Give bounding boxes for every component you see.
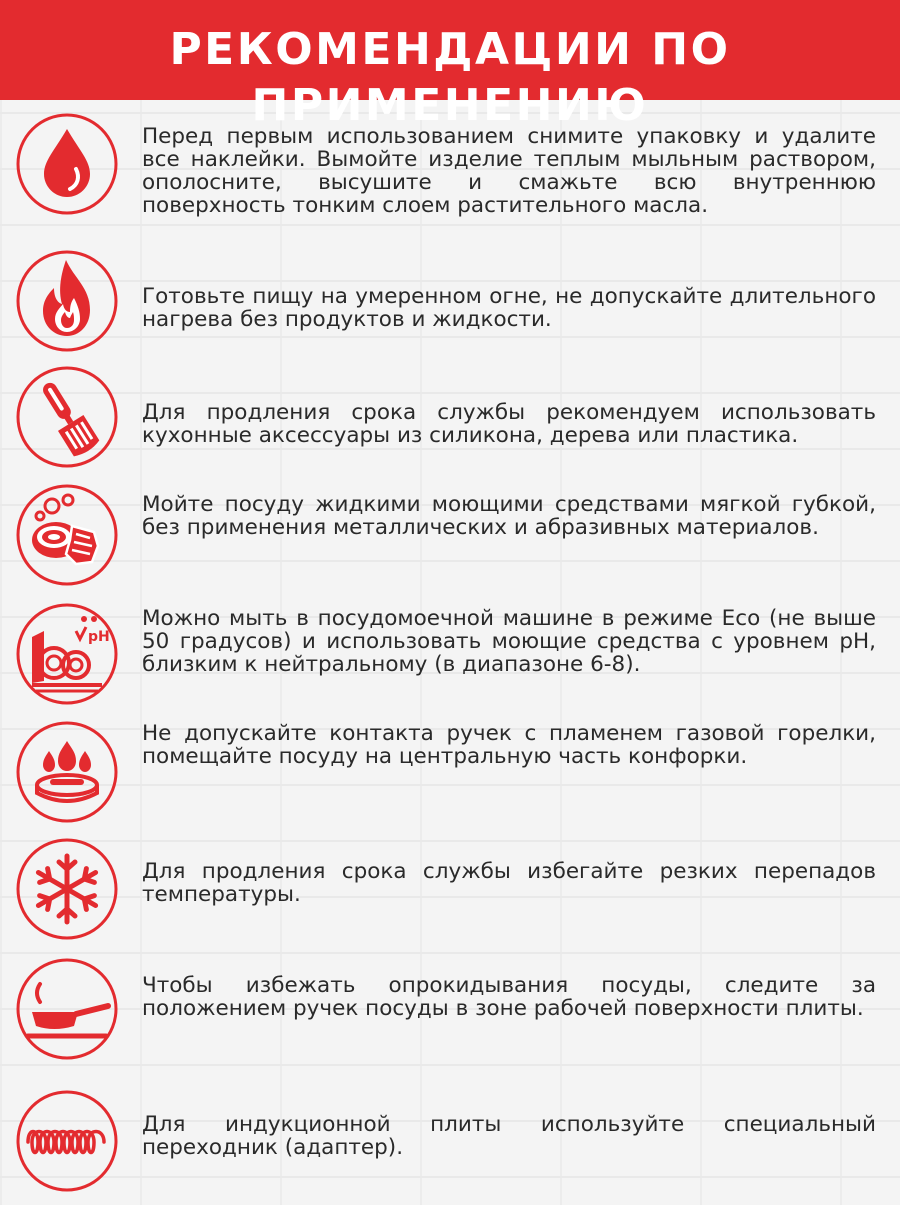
- induction-coil-icon: [14, 1088, 120, 1194]
- list-item: [0, 242, 900, 360]
- item-text: Можно мыть в посудомоечной машине в режиме Eco (не выше 50 градусов) и использовать моющие средства с уровнем pH, близким к нейтральному (в диапазоне 6-8).: [142, 606, 876, 677]
- item-text: Для продления срока службы избегайте резких перепадов температуры.: [142, 859, 876, 907]
- list-item: [0, 830, 900, 948]
- water-drop-icon: [14, 111, 120, 217]
- ph-icon-label: pH: [88, 629, 110, 645]
- list-item: [0, 950, 900, 1068]
- header-banner: [0, 0, 900, 131]
- sponge-icon: [14, 482, 120, 588]
- dishwasher-icon: [14, 601, 120, 707]
- item-text: Чтобы избежать опрокидывания посуды, следите за положением ручек посуды в зоне рабочей поверхности плиты.: [142, 973, 876, 1021]
- snowflake-icon: [14, 836, 120, 942]
- gas-burner-icon: [14, 719, 120, 825]
- item-text: Для продления срока службы рекомендуем использовать кухонные аксессуары из силикона, дерева или пластика.: [142, 400, 876, 448]
- list-item: [0, 358, 900, 476]
- pan-on-stove-icon: [14, 956, 120, 1062]
- item-text: Перед первым использованием снимите упаковку и удалите все наклейки. Вымойте изделие теплым мыльным раствором, ополосните, высушите и смажьте всю внутреннюю поверхность тонким слоем растительного масла.: [142, 124, 876, 218]
- fire-icon: [14, 248, 120, 354]
- list-item: [0, 595, 900, 713]
- page-title: РЕКОМЕНДАЦИИ ПО ПРИМЕНЕНИЮ: [169, 24, 731, 131]
- item-text: Для индукционной плиты используйте специальный переходник (адаптер).: [142, 1112, 876, 1160]
- list-item: [0, 1082, 900, 1200]
- list-item: [0, 105, 900, 223]
- item-text: Мойте посуду жидкими моющими средствами мягкой губкой, без применения металлических и абразивных материалов.: [142, 492, 876, 540]
- item-text: Готовьте пищу на умеренном огне, не допускайте длительного нагрева без продуктов и жидкости.: [142, 284, 876, 332]
- list-item: [0, 713, 900, 831]
- list-item: [0, 476, 900, 594]
- item-text: Не допускайте контакта ручек с пламенем газовой горелки, помещайте посуду на центральную часть конфорки.: [142, 721, 876, 769]
- spatula-icon: [14, 364, 120, 470]
